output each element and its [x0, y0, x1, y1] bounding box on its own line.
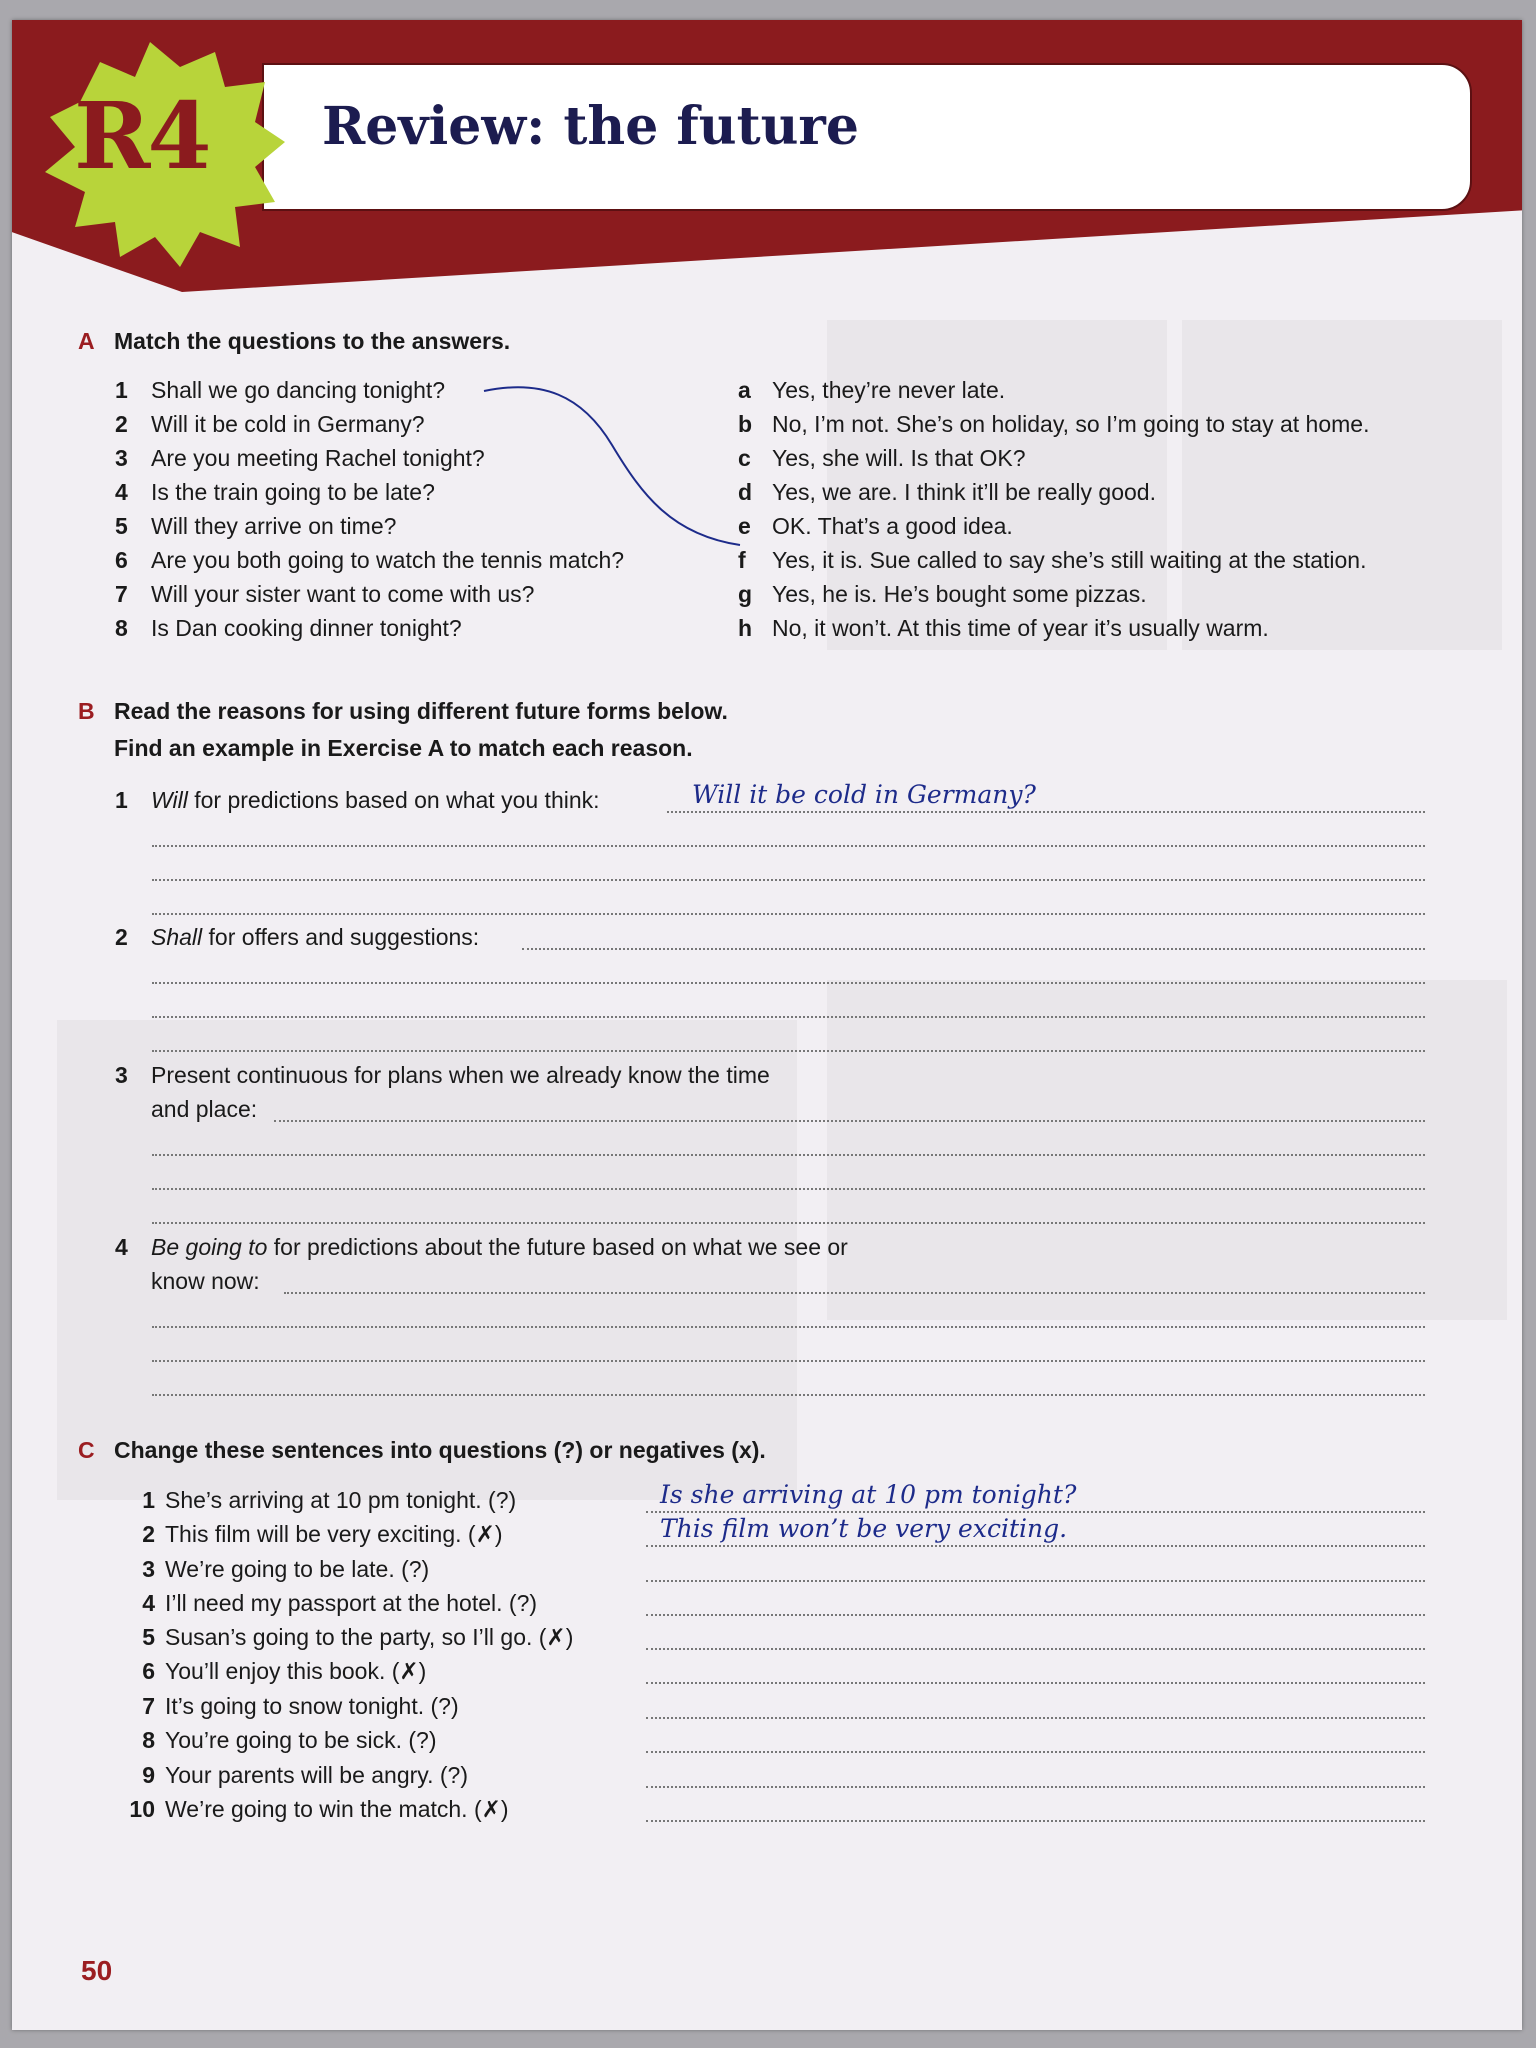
- sentence-text: You’ll enjoy this book. (✗): [165, 1658, 427, 1684]
- answer-line[interactable]: [152, 845, 1425, 847]
- answer-item: [738, 441, 1026, 475]
- section-letter: B: [78, 698, 95, 724]
- item-number: 9: [142, 1762, 155, 1788]
- section-instruction: Change these sentences into questions (?) or negatives (x).: [114, 1437, 766, 1463]
- answer-line[interactable]: [152, 1222, 1425, 1224]
- answer-line[interactable]: [152, 913, 1425, 915]
- item-number: 3: [142, 1556, 155, 1582]
- answer-line[interactable]: [152, 1188, 1425, 1190]
- answer-text: Yes, we are. I think it’ll be really good.: [772, 479, 1156, 505]
- answer-item: [738, 577, 1147, 611]
- answer-letter: a: [738, 377, 751, 403]
- question-text: Is the train going to be late?: [151, 479, 435, 505]
- item-number: 2: [115, 924, 128, 950]
- sentence-text: We’re going to win the match. (✗): [165, 1796, 509, 1822]
- sentence-text: This film will be very exciting. (✗): [165, 1521, 503, 1547]
- workbook-page: [12, 20, 1522, 2030]
- reason-keyword: Be going to: [151, 1234, 268, 1260]
- answer-line[interactable]: [152, 1016, 1425, 1018]
- handwritten-answer: Will it be cold in Germany?: [692, 780, 1036, 809]
- answer-letter: g: [738, 581, 753, 607]
- item-number: 8: [115, 615, 128, 641]
- question-text: Will they arrive on time?: [151, 513, 397, 539]
- answer-item: [738, 611, 1269, 645]
- handwritten-answer: This film won’t be very exciting.: [660, 1514, 1068, 1543]
- answer-line[interactable]: [152, 982, 1425, 984]
- review-badge: R4: [74, 82, 209, 190]
- item-number: 4: [142, 1590, 155, 1616]
- show-through-shadow: [1182, 320, 1502, 650]
- reason-item-line2: know now:: [151, 1268, 260, 1294]
- answer-text: No, it won’t. At this time of year it’s usually warm.: [772, 615, 1269, 641]
- item-number: 6: [142, 1658, 155, 1684]
- item-number: 7: [115, 581, 128, 607]
- question-item: [115, 611, 462, 645]
- page-title: Review: the future: [322, 96, 859, 157]
- answer-item: [738, 407, 1369, 441]
- item-number: 1: [115, 377, 128, 403]
- answer-line[interactable]: [646, 1648, 1425, 1650]
- answer-line[interactable]: [646, 1820, 1425, 1822]
- item-number: 2: [115, 411, 128, 437]
- reason-item-line2: and place:: [151, 1096, 258, 1122]
- answer-line[interactable]: [152, 1394, 1425, 1396]
- sentence-text: I’ll need my passport at the hotel. (?): [165, 1590, 538, 1616]
- answer-line[interactable]: [646, 1511, 1425, 1513]
- reason-item: [115, 1230, 848, 1264]
- sentence-text: You’re going to be sick. (?): [165, 1727, 437, 1753]
- answer-line[interactable]: [646, 1717, 1425, 1719]
- section-letter: C: [78, 1437, 95, 1463]
- item-number: 4: [115, 479, 128, 505]
- answer-letter: e: [738, 513, 751, 539]
- answer-line[interactable]: [152, 1050, 1425, 1052]
- section-b-heading-line2: Find an example in Exercise A to match each reason.: [114, 735, 693, 761]
- answer-line[interactable]: [646, 1580, 1425, 1582]
- answer-item: [738, 475, 1156, 509]
- reason-item: [115, 783, 600, 817]
- item-number: 7: [142, 1693, 155, 1719]
- answer-line[interactable]: [152, 1154, 1425, 1156]
- item-number: 2: [142, 1521, 155, 1547]
- section-instruction: Read the reasons for using different future forms below.: [114, 698, 728, 724]
- sentence-text: It’s going to snow tonight. (?): [165, 1693, 459, 1719]
- question-text: Will your sister want to come with us?: [151, 581, 535, 607]
- reason-text: for offers and suggestions:: [202, 924, 480, 950]
- answer-line[interactable]: [646, 1682, 1425, 1684]
- answer-line[interactable]: [646, 1614, 1425, 1616]
- item-number: 10: [129, 1796, 155, 1822]
- question-item: [115, 373, 445, 407]
- question-item: [115, 407, 425, 441]
- sentence-item: [111, 1689, 459, 1723]
- answer-letter: h: [738, 615, 753, 641]
- matching-line: [482, 385, 742, 555]
- section-c-heading: [78, 1432, 766, 1468]
- question-item: [115, 475, 435, 509]
- answer-line[interactable]: [152, 879, 1425, 881]
- sentence-item: [111, 1586, 537, 1620]
- question-text: Are you meeting Rachel tonight?: [151, 445, 485, 471]
- sentence-text: She’s arriving at 10 pm tonight. (?): [165, 1487, 517, 1513]
- answer-letter: f: [738, 547, 746, 573]
- sentence-item: [111, 1620, 573, 1654]
- reason-keyword: Shall: [151, 924, 203, 950]
- question-item: [115, 509, 396, 543]
- reason-text: Present continuous for plans when we already know the time: [151, 1062, 770, 1088]
- answer-line[interactable]: [646, 1751, 1425, 1753]
- sentence-text: Susan’s going to the party, so I’ll go. (✗): [165, 1624, 574, 1650]
- answer-letter: b: [738, 411, 753, 437]
- item-number: 3: [115, 1062, 128, 1088]
- item-number: 6: [115, 547, 128, 573]
- page-number: 50: [81, 1955, 113, 1986]
- section-instruction: Match the questions to the answers.: [114, 328, 511, 354]
- sentence-item: [111, 1654, 426, 1688]
- sentence-item: [111, 1723, 436, 1757]
- answer-line[interactable]: [152, 1326, 1425, 1328]
- sentence-item: [111, 1552, 429, 1586]
- item-number: 3: [115, 445, 128, 471]
- answer-item: [738, 543, 1367, 577]
- reason-text: for predictions based on what you think:: [187, 787, 600, 813]
- reason-keyword: Will: [151, 787, 188, 813]
- sentence-text: Your parents will be angry. (?): [165, 1762, 468, 1788]
- question-item: [115, 441, 485, 475]
- answer-text: Yes, she will. Is that OK?: [772, 445, 1026, 471]
- sentence-item: [111, 1792, 509, 1826]
- answer-text: No, I’m not. She’s on holiday, so I’m going to stay at home.: [772, 411, 1370, 437]
- answer-text: Yes, he is. He’s bought some pizzas.: [772, 581, 1147, 607]
- question-text: Will it be cold in Germany?: [151, 411, 425, 437]
- answer-text: OK. That’s a good idea.: [772, 513, 1013, 539]
- answer-line[interactable]: [152, 1360, 1425, 1362]
- answer-line[interactable]: [284, 1292, 1425, 1294]
- answer-line[interactable]: [646, 1786, 1425, 1788]
- answer-item: [738, 509, 1013, 543]
- item-number: 4: [115, 1234, 128, 1260]
- item-number: 8: [142, 1727, 155, 1753]
- reason-item: [115, 1058, 770, 1092]
- show-through-shadow: [827, 980, 1507, 1320]
- answer-line[interactable]: [274, 1120, 1425, 1122]
- answer-item: [738, 373, 1005, 407]
- question-item: [115, 577, 534, 611]
- question-text: Are you both going to watch the tennis match?: [151, 547, 625, 573]
- sentence-item: [111, 1758, 468, 1792]
- sentence-item: [111, 1483, 516, 1517]
- answer-line[interactable]: [522, 948, 1425, 950]
- question-text: Is Dan cooking dinner tonight?: [151, 615, 462, 641]
- reason-item: [115, 920, 479, 954]
- answer-text: Yes, it is. Sue called to say she’s still waiting at the station.: [772, 547, 1367, 573]
- answer-letter: c: [738, 445, 751, 471]
- item-number: 5: [115, 513, 128, 539]
- item-number: 5: [142, 1624, 155, 1650]
- handwritten-answer: Is she arriving at 10 pm tonight?: [660, 1480, 1077, 1509]
- answer-letter: d: [738, 479, 753, 505]
- question-text: Shall we go dancing tonight?: [151, 377, 446, 403]
- item-number: 1: [142, 1487, 155, 1513]
- answer-line[interactable]: [667, 811, 1425, 813]
- answer-text: Yes, they’re never late.: [772, 377, 1006, 403]
- answer-line[interactable]: [646, 1545, 1425, 1547]
- section-letter: A: [78, 328, 95, 354]
- sentence-text: We’re going to be late. (?): [165, 1556, 430, 1582]
- section-b-heading: [78, 693, 728, 729]
- reason-text: for predictions about the future based on what we see or: [267, 1234, 848, 1260]
- item-number: 1: [115, 787, 128, 813]
- section-a-heading: [78, 323, 510, 359]
- sentence-item: [111, 1517, 503, 1551]
